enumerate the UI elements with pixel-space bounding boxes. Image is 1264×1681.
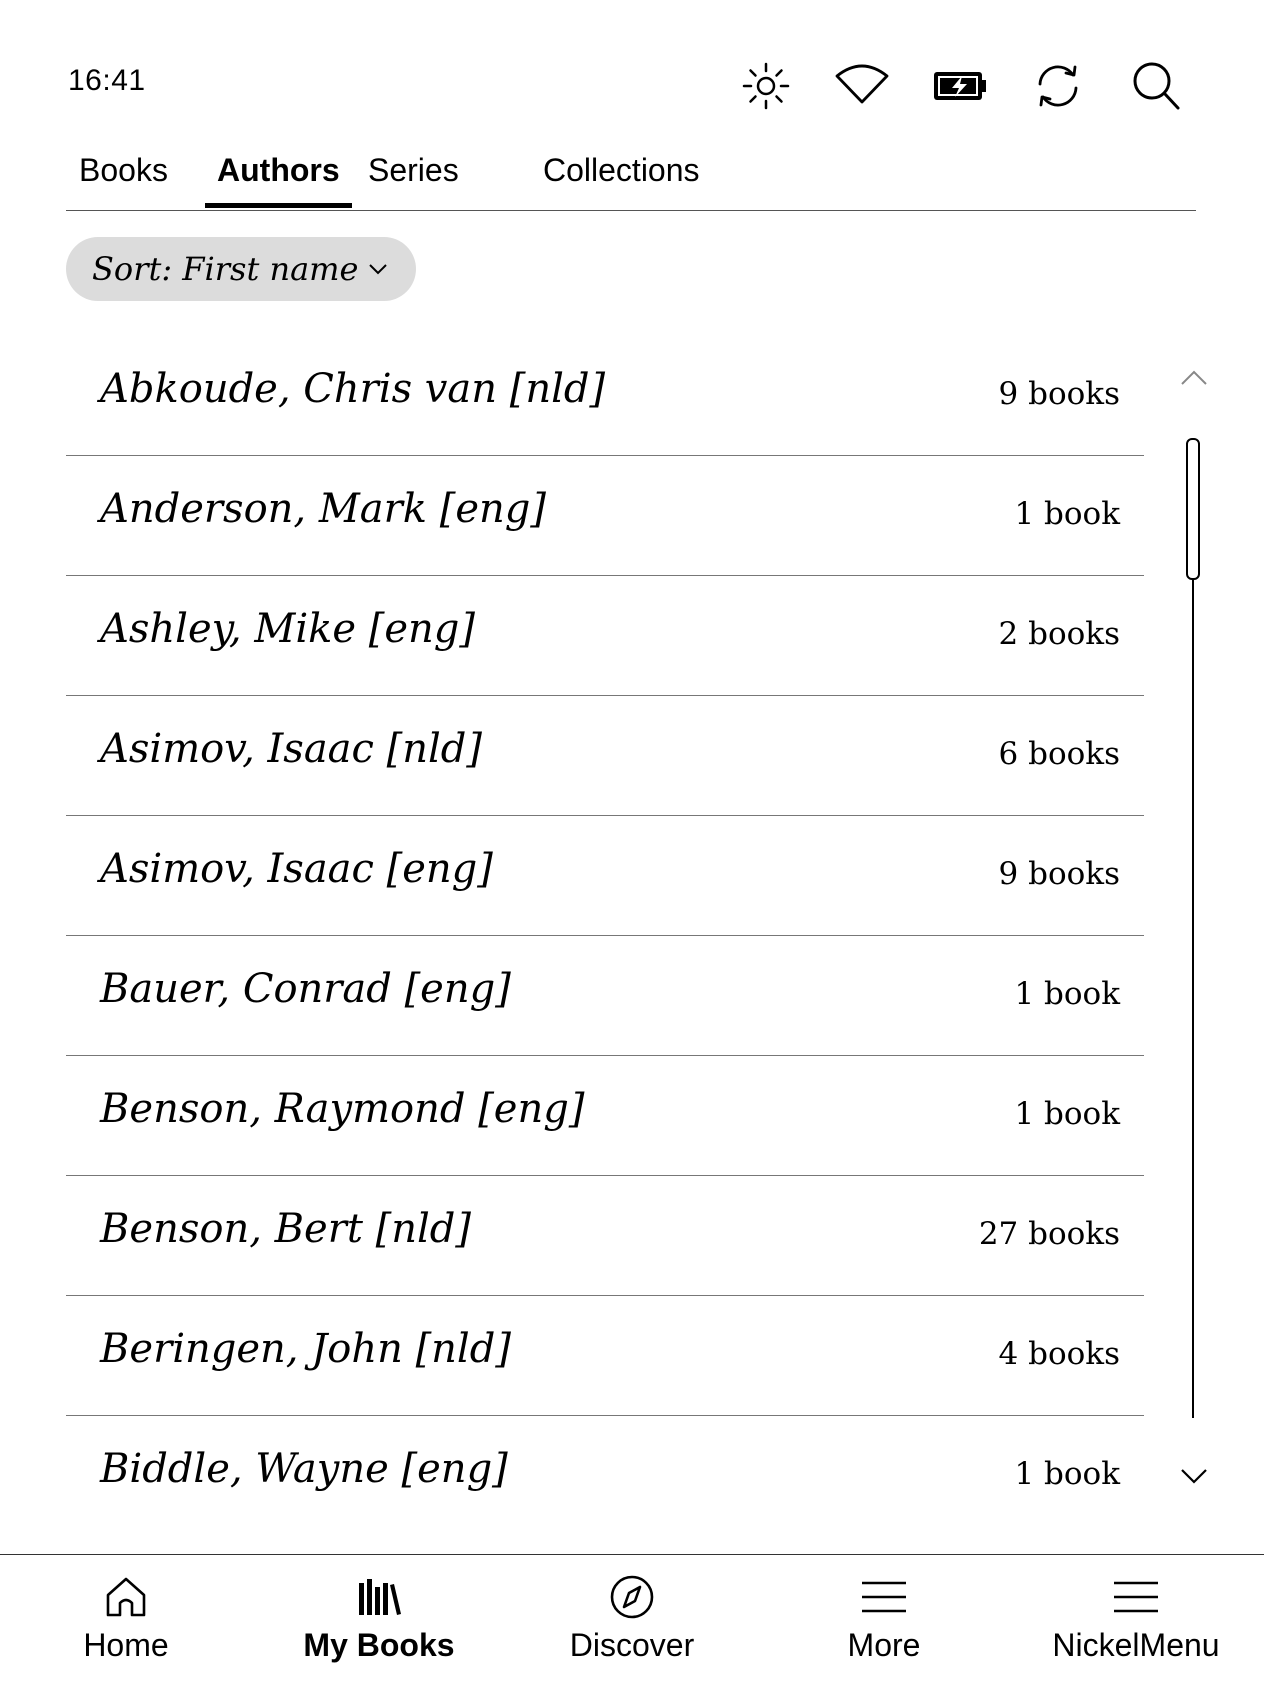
list-item[interactable]	[66, 456, 1144, 576]
menu-icon	[1112, 1573, 1160, 1621]
list-item[interactable]	[66, 1176, 1144, 1296]
nav-nickelmenu-label: NickelMenu	[1052, 1627, 1220, 1663]
nav-my-books[interactable]	[269, 1555, 489, 1681]
nav-my-books-label: My Books	[303, 1627, 455, 1663]
compass-icon	[608, 1573, 656, 1621]
nav-nickelmenu[interactable]	[1026, 1555, 1246, 1681]
scrollbar-thumb[interactable]	[1186, 438, 1200, 580]
book-count: 1 book	[1014, 1096, 1120, 1132]
list-item[interactable]	[66, 936, 1144, 1056]
battery-charging-icon[interactable]	[932, 58, 988, 114]
menu-icon	[860, 1573, 908, 1621]
book-count: 2 books	[998, 616, 1120, 652]
author-name: Ashley, Mike [eng]	[100, 606, 475, 652]
tab-collections[interactable]: Collections	[543, 152, 700, 188]
brightness-icon[interactable]	[738, 58, 794, 114]
list-item[interactable]	[66, 1056, 1144, 1176]
author-name: Asimov, Isaac [nld]	[100, 726, 483, 772]
book-count: 9 books	[998, 856, 1120, 892]
home-icon	[102, 1573, 150, 1621]
nav-discover-label: Discover	[569, 1627, 695, 1663]
nav-more-label: More	[847, 1627, 921, 1663]
tab-authors[interactable]: Authors	[205, 150, 352, 208]
list-item[interactable]	[66, 576, 1144, 696]
bottom-navigation	[0, 1554, 1264, 1681]
book-count: 9 books	[998, 376, 1120, 412]
wifi-icon[interactable]	[834, 58, 890, 114]
list-item[interactable]	[66, 1416, 1144, 1536]
author-name: Benson, Bert [nld]	[100, 1206, 471, 1252]
list-item[interactable]	[66, 1296, 1144, 1416]
book-count: 1 book	[1014, 976, 1120, 1012]
list-item[interactable]	[66, 336, 1144, 456]
scrollbar-track[interactable]	[1192, 440, 1194, 1418]
books-icon	[355, 1573, 403, 1621]
nav-discover[interactable]	[522, 1555, 742, 1681]
author-name: Bauer, Conrad [eng]	[100, 966, 511, 1012]
author-name: Asimov, Isaac [eng]	[100, 846, 493, 892]
author-name: Abkoude, Chris van [nld]	[100, 366, 606, 412]
sort-label: Sort: First name	[92, 250, 359, 288]
scroll-up-chevron-icon[interactable]	[1178, 366, 1210, 390]
author-name: Anderson, Mark [eng]	[100, 486, 546, 532]
chevron-down-icon	[366, 257, 390, 281]
author-name: Beringen, John [nld]	[100, 1326, 511, 1372]
list-item[interactable]	[66, 696, 1144, 816]
nav-home[interactable]	[16, 1555, 236, 1681]
status-time: 16:41	[68, 64, 146, 97]
book-count: 27 books	[978, 1216, 1120, 1252]
author-name: Biddle, Wayne [eng]	[100, 1446, 508, 1492]
author-list	[66, 336, 1144, 1536]
scroll-down-chevron-icon[interactable]	[1178, 1464, 1210, 1488]
book-count: 4 books	[998, 1336, 1120, 1372]
library-tabs	[66, 140, 1196, 211]
book-count: 1 book	[1014, 496, 1120, 532]
tab-series[interactable]: Series	[368, 152, 459, 188]
nav-more[interactable]	[774, 1555, 994, 1681]
author-name: Benson, Raymond [eng]	[100, 1086, 585, 1132]
list-item[interactable]	[66, 816, 1144, 936]
book-count: 6 books	[998, 736, 1120, 772]
sync-icon[interactable]	[1030, 58, 1086, 114]
search-icon[interactable]	[1128, 58, 1184, 114]
book-count: 1 book	[1014, 1456, 1120, 1492]
nav-home-label: Home	[83, 1627, 169, 1663]
tab-books[interactable]: Books	[79, 152, 168, 188]
sort-dropdown[interactable]	[66, 237, 416, 301]
